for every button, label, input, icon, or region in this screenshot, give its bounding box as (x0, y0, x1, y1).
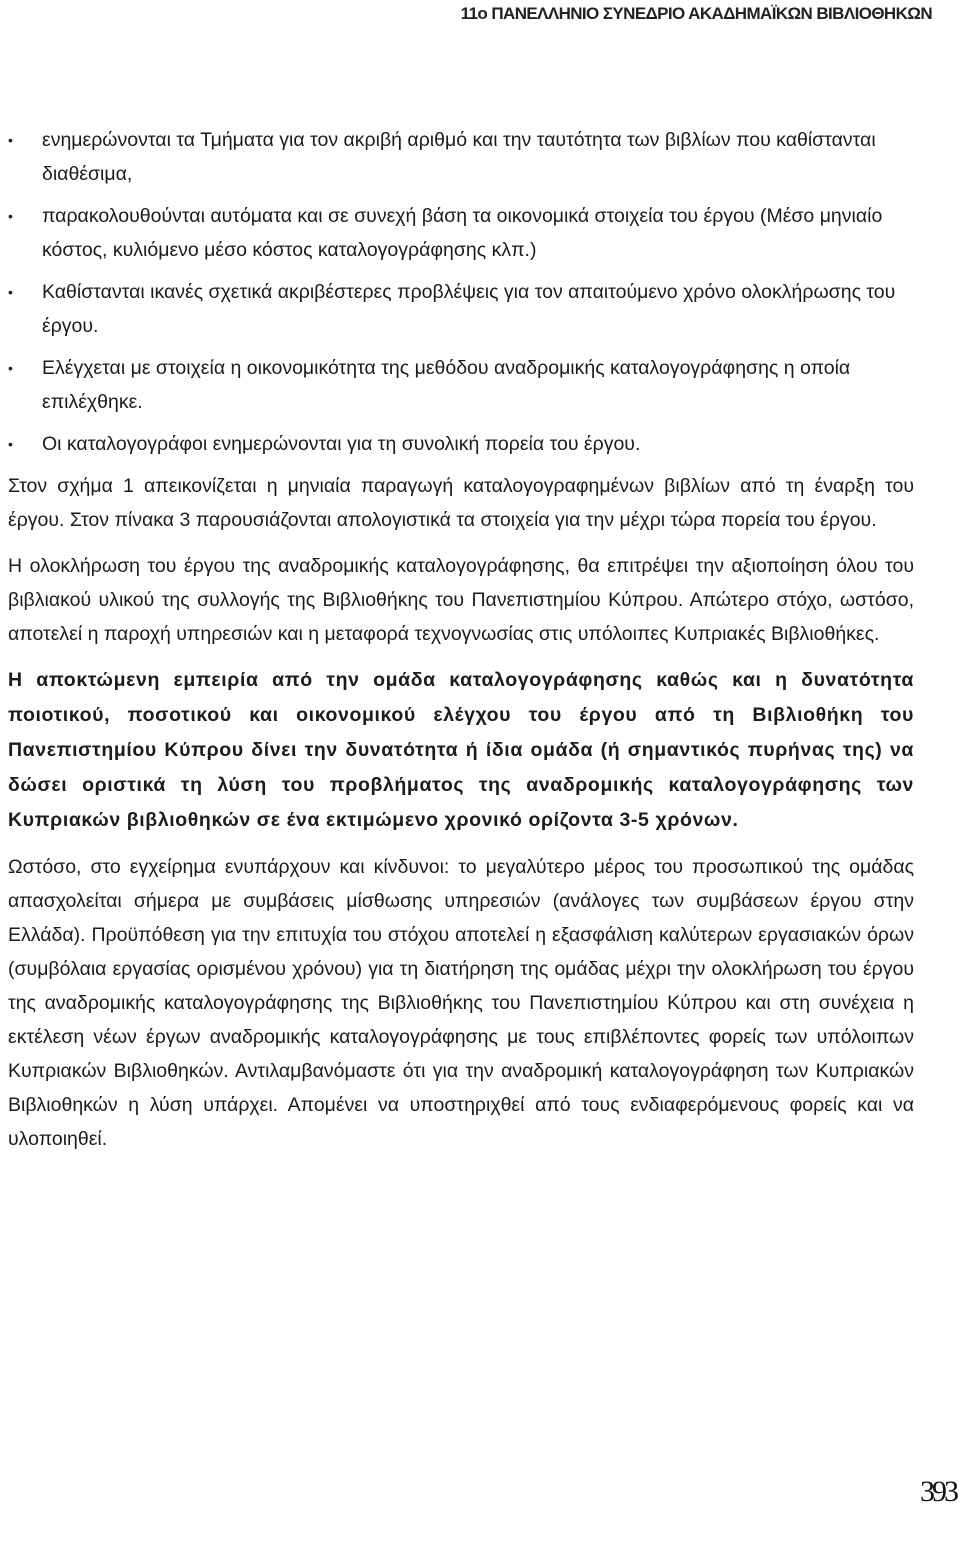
paragraph-bold-conclusion: Η αποκτώμενη εμπειρία από την ομάδα καταλογογράφησης καθώς και η δυνατότητα ποιοτικού, ποσοτικού και οικονομικού ελέγχου του έργου από τη Βιβλιοθήκη του Πανεπιστημίου Κύπρου δίνει την δυνατότητα ή ίδια ομάδα (ή σημαντικός πυρήνας της) να δώσει οριστικά τη λύση του προβλήματος της αναδρομικής καταλογογράφησης των Κυπριακών βιβλιοθηκών σε ένα εκτιμώμενο χρονικό ορίζοντα 3-5 χρόνων. (8, 669, 914, 831)
list-item (8, 199, 914, 267)
bullet-icon: • (8, 208, 13, 224)
list-item-text: Οι καταλογογράφοι ενημερώνονται για τη συνολική πορεία του έργου. (42, 433, 641, 455)
bullet-icon: • (8, 132, 13, 148)
running-header: 11ο ΠΑΝΕΛΛΗΝΙΟ ΣΥΝΕΔΡΙΟ ΑΚΑΔΗΜΑΪΚΩΝ ΒΙΒΛΙΟΘΗΚΩΝ (460, 4, 932, 23)
paragraph-figure-reference: Στον σχήμα 1 απεικονίζεται η μηνιαία παραγωγή καταλογογραφημένων βιβλίων από τη έναρξη του έργου. Στον πίνακα 3 παρουσιάζονται απολογιστικά τα στοιχεία για την μέχρι τώρα πορεία του έργου. (8, 475, 914, 531)
list-item (8, 427, 914, 461)
list-item-text: ενημερώνονται τα Τμήματα για τον ακριβή αριθμό και την ταυτότητα των βιβλίων που καθίστανται διαθέσιμα, (42, 129, 876, 185)
bullet-list (8, 123, 914, 461)
page-body (8, 123, 914, 1168)
list-item-text: Ελέγχεται με στοιχεία η οικονομικότητα της μεθόδου αναδρομικής καταλογογράφησης η οποία επιλέχθηκε. (42, 357, 851, 413)
paragraph-risks: Ωστόσο, στο εγχείρημα ενυπάρχουν και κίνδυνοι: το μεγαλύτερο μέρος του προσωπικού της ομάδας απασχολείται σήμερα με συμβάσεις μίσθωσης υπηρεσιών (ανάλογες των συμβάσεων έργου στην Ελλάδα). Προϋπόθεση για την επιτυχία του στόχου αποτελεί η εξασφάλιση καλύτερων εργασιακών όρων (συμβόλαια εργασίας ορισμένου χρόνου) για τη διατήρηση της ομάδας μέχρι την ολοκλήρωση του έργου της αναδρομικής καταλογογράφησης της Βιβλιοθήκης του Πανεπιστημίου Κύπρου και στη συνέχεια η εκτέλεση νέων έργων αναδρομικής καταλογογράφησης με τους επιβλέποντες φορείς των υπόλοιπων Κυπριακών Βιβλιοθηκών. Αντιλαμβανόμαστε ότι για την αναδρομική καταλογογράφηση των Κυπριακών Βιβλιοθηκών η λύση υπάρχει. Απομένει να υποστηριχθεί από τους ενδιαφερόμενους φορείς και να υλοποιηθεί. (8, 856, 914, 1150)
list-item-text: παρακολουθούνται αυτόματα και σε συνεχή βάση τα οικονομικά στοιχεία του έργου (Μέσο μηνιαίο κόστος, κυλιόμενο μέσο κόστος καταλογογράφησης κλπ.) (42, 205, 883, 261)
bullet-icon: • (8, 284, 13, 300)
list-item (8, 275, 914, 343)
bullet-icon: • (8, 360, 13, 376)
bullet-icon: • (8, 436, 13, 452)
list-item (8, 351, 914, 419)
page-number: 393 (920, 1475, 956, 1508)
list-item (8, 123, 914, 191)
list-item-text: Καθίστανται ικανές σχετικά ακριβέστερες προβλέψεις για τον απαιτούμενο χρόνο ολοκλήρωσης του έργου. (42, 281, 896, 337)
paragraph-project-goal: Η ολοκλήρωση του έργου της αναδρομικής καταλογογράφησης, θα επιτρέψει την αξιοποίηση όλου του βιβλιακού υλικού της συλλογής της Βιβλιοθήκης του Πανεπιστημίου Κύπρου. Απώτερο στόχο, ωστόσο, αποτελεί η παροχή υπηρεσιών και η μεταφορά τεχνογνωσίας στις υπόλοιπες Κυπριακές Βιβλιοθήκες. (8, 555, 914, 645)
